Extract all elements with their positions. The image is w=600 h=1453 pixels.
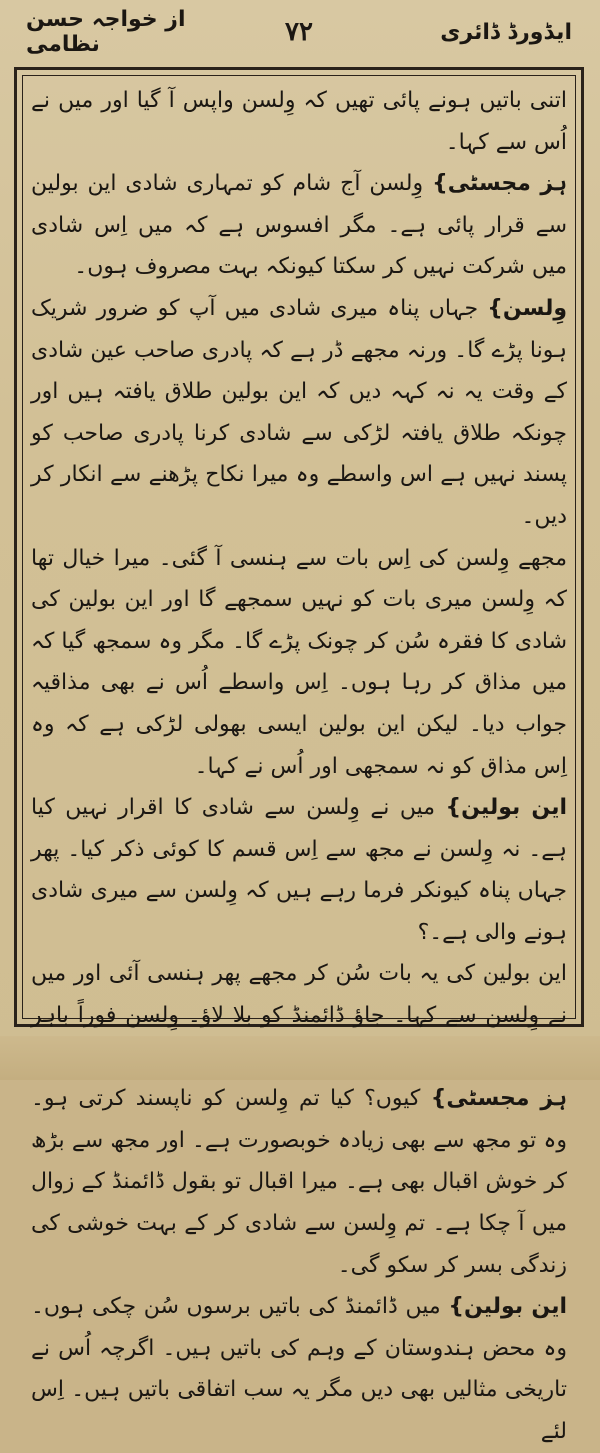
- paragraph: [31, 163, 567, 288]
- speaker-label: ہز مجسٹی}: [432, 171, 567, 197]
- paragraph-text: این بولین کی یہ بات سُن کر مجھے پھر ہنسی آئی اور میں نے وِلسن سے کہا۔ جاؤ ڈائمنڈ کو بلا لاؤ۔ وِلسن فوراً باہر: [31, 961, 567, 1029]
- page-border: [14, 67, 584, 1444]
- paragraph: [31, 787, 567, 953]
- paragraph: [31, 288, 567, 538]
- speaker-label: وِلسن}: [487, 295, 568, 321]
- paragraph: [31, 538, 567, 788]
- paragraph-text: میں ڈائمنڈ کی باتیں برسوں سُن چکی ہوں۔ وہ محض ہندوستان کے وہم کی باتیں ہیں۔ اگرچہ اُس نے تاریخی مثالیں بھی دیں مگر یہ سب اتفاقی باتیں ہیں۔ اِس لئے: [31, 1294, 567, 1444]
- paragraph-text: اتنی باتیں ہونے پائی تھیں کہ وِلسن واپس آ گیا اور میں نے اُس سے کہا۔: [31, 88, 567, 155]
- paragraph-text: کیوں؟ کیا تم وِلسن کو ناپسند کرتی ہو۔ وہ تو مجھ سے بھی زیادہ خوبصورت ہے۔ اور مجھ سے بڑھ کر خوش اقبال بھی ہے۔ میرا اقبال تو بقول ڈائمنڈ کے زوال میں آ چکا ہے۔ تم وِلسن سے شادی کر کے بہت خوشی کی زندگی بسر کر سکو گی۔: [31, 1086, 567, 1278]
- paragraph-text: وِلسن آج شام کو تمہاری شادی این بولین سے قرار پائی ہے۔ مگر افسوس ہے کہ میں اِس شادی میں شرکت نہیں کر سکتا کیونکہ بہت مصروف ہوں۔: [31, 171, 567, 280]
- page-header: [0, 0, 600, 64]
- speaker-label: ہز مجسٹی}: [430, 1086, 567, 1112]
- speaker-label: این بولین}: [448, 1294, 568, 1320]
- paragraph: [31, 1286, 567, 1452]
- paragraph: [31, 80, 567, 163]
- book-title: ایڈورڈ ڈائری: [440, 19, 572, 45]
- body-text: [31, 80, 568, 1444]
- paragraph-text: مجھے وِلسن کی اِس بات سے ہنسی آ گئی۔ میرا خیال تھا کہ وِلسن میری بات کو نہیں سمجھے گا اور این بولین کی شادی کا فقرہ سُن کر چونک پڑے گا۔ مگر وہ سمجھ گیا کہ میں مذاق کر رہا ہوں۔ اِس واسطے اُس نے بھی مذاقیہ جواب دیا۔ لیکن این بولین ایسی بھولی لڑکی ہے کہ وہ اِس مذاق کو نہ سمجھی اور اُس نے کہا۔: [31, 545, 567, 779]
- paragraph: [31, 1078, 567, 1286]
- paragraph-text: جہاں پناہ میری شادی میں آپ کو ضرور شریک ہونا پڑے گا۔ ورنہ مجھے ڈر ہے کہ پادری صاحب عین شادی کے وقت یہ نہ کہہ دیں کہ این بولین طلاق یافتہ ہیں اور چونکہ طلاق یافتہ لڑکی سے شادی کرنا پادری صاحب کو پسند نہیں ہے اس واسطے وہ میرا نکاح پڑھنے سے انکار کر دیں۔: [31, 295, 567, 529]
- paragraph-text: میں نے وِلسن سے شادی کا اقرار نہیں کیا ہے۔ نہ وِلسن نے مجھ سے اِس قسم کا کوئی ذکر کیا۔ پھر جہاں پناہ کیونکر فرما رہے ہیں کہ وِلسن سے میری شادی ہونے والی ہے۔؟: [31, 795, 567, 945]
- page-number: ۷۲: [285, 17, 313, 47]
- author-name: از خواجہ حسن نظامی: [26, 7, 186, 57]
- page-bottom-margin: [0, 1036, 600, 1080]
- speaker-label: این بولین}: [445, 795, 568, 821]
